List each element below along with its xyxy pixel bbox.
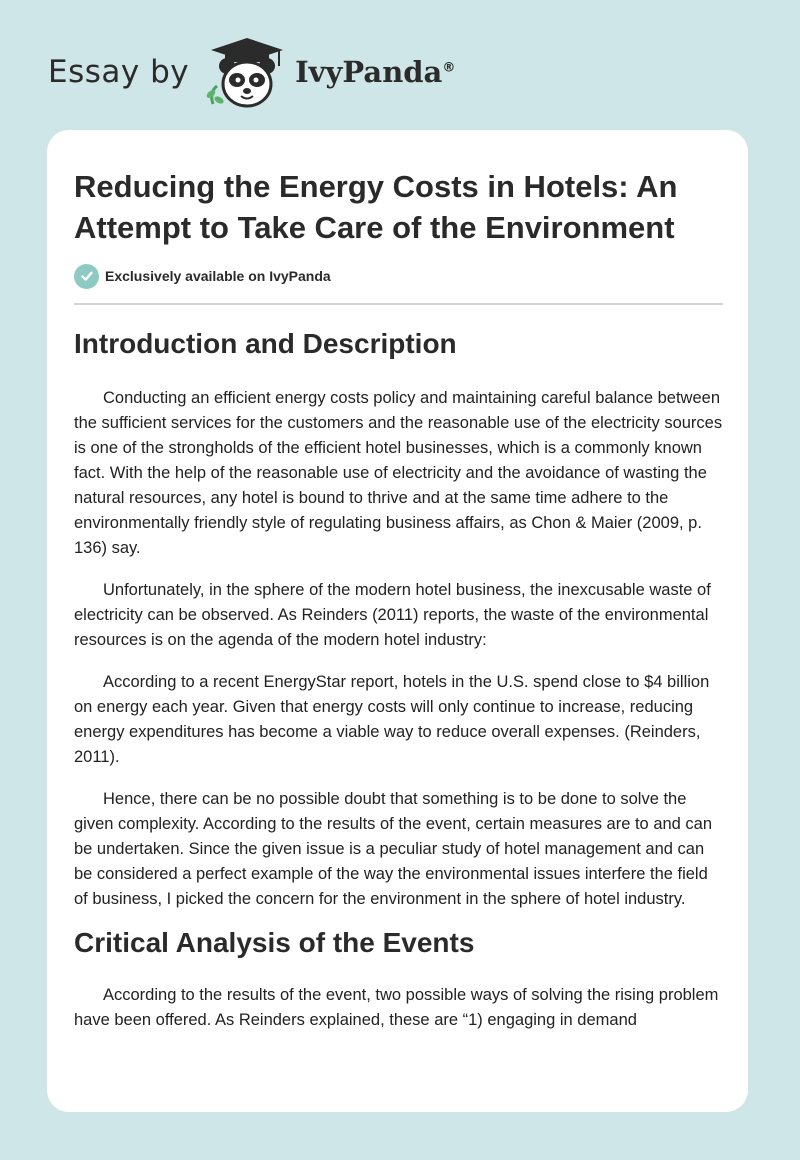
essay-by-label: Essay by	[48, 54, 190, 90]
paragraph: Conducting an efficient energy costs policy and maintaining careful balance between the sufficient services for the customers and the reasonable use of the electricity sources is one of the strongholds of the efficient hotel businesses, which is a commonly known fact. With the help of the reasonable use of electricity and the avoidance of wasting the natural resources, any hotel is bound to thrive and at the same time adhere to the environmentally friendly style of regulating business affairs, as Chon & Maier (2009, p. 136) say.	[74, 389, 723, 557]
exclusive-label: Exclusively available on IvyPanda	[105, 268, 331, 284]
brand-name-text: IvyPanda	[295, 55, 443, 89]
title-divider	[74, 303, 723, 305]
registered-mark: ®	[442, 60, 456, 76]
exclusive-badge	[74, 261, 721, 291]
article-title: Reducing the Energy Costs in Hotels: An Attempt to Take Care of the Environment	[74, 169, 678, 245]
section-heading: Critical Analysis of the Events	[74, 927, 475, 958]
panda-logo-icon[interactable]	[203, 34, 291, 110]
quote-paragraph: According to a recent EnergyStar report, hotels in the U.S. spend close to $4 billion on energy each year. Given that energy costs will only continue to increase, reducing energy expenditures has become a viable way to reduce overall expenses. (Reinders, 2011).	[74, 673, 710, 766]
checkmark-icon	[74, 264, 99, 289]
brand-name[interactable]	[295, 55, 455, 89]
paragraph: Hence, there can be no possible doubt that something is to be done to solve the given complexity. According to the results of the event, certain measures are to and can be undertaken. Since the given issue is a peculiar study of hotel management and can be considered a perfect example of the way the environmental issues interfere the field of business, I picked the concern for the environment in the sphere of hotel industry.	[74, 790, 713, 908]
paragraph: According to the results of the event, two possible ways of solving the rising problem have been offered. As Reinders explained, these are “1) engaging in demand	[74, 986, 719, 1029]
article-card	[47, 130, 748, 1112]
section-heading: Introduction and Description	[74, 328, 457, 359]
site-header	[48, 34, 455, 110]
paragraph: Unfortunately, in the sphere of the modern hotel business, the inexcusable waste of electricity can be observed. As Reinders (2011) reports, the waste of the environmental resources is on the agenda of the modern hotel industry:	[74, 581, 711, 649]
